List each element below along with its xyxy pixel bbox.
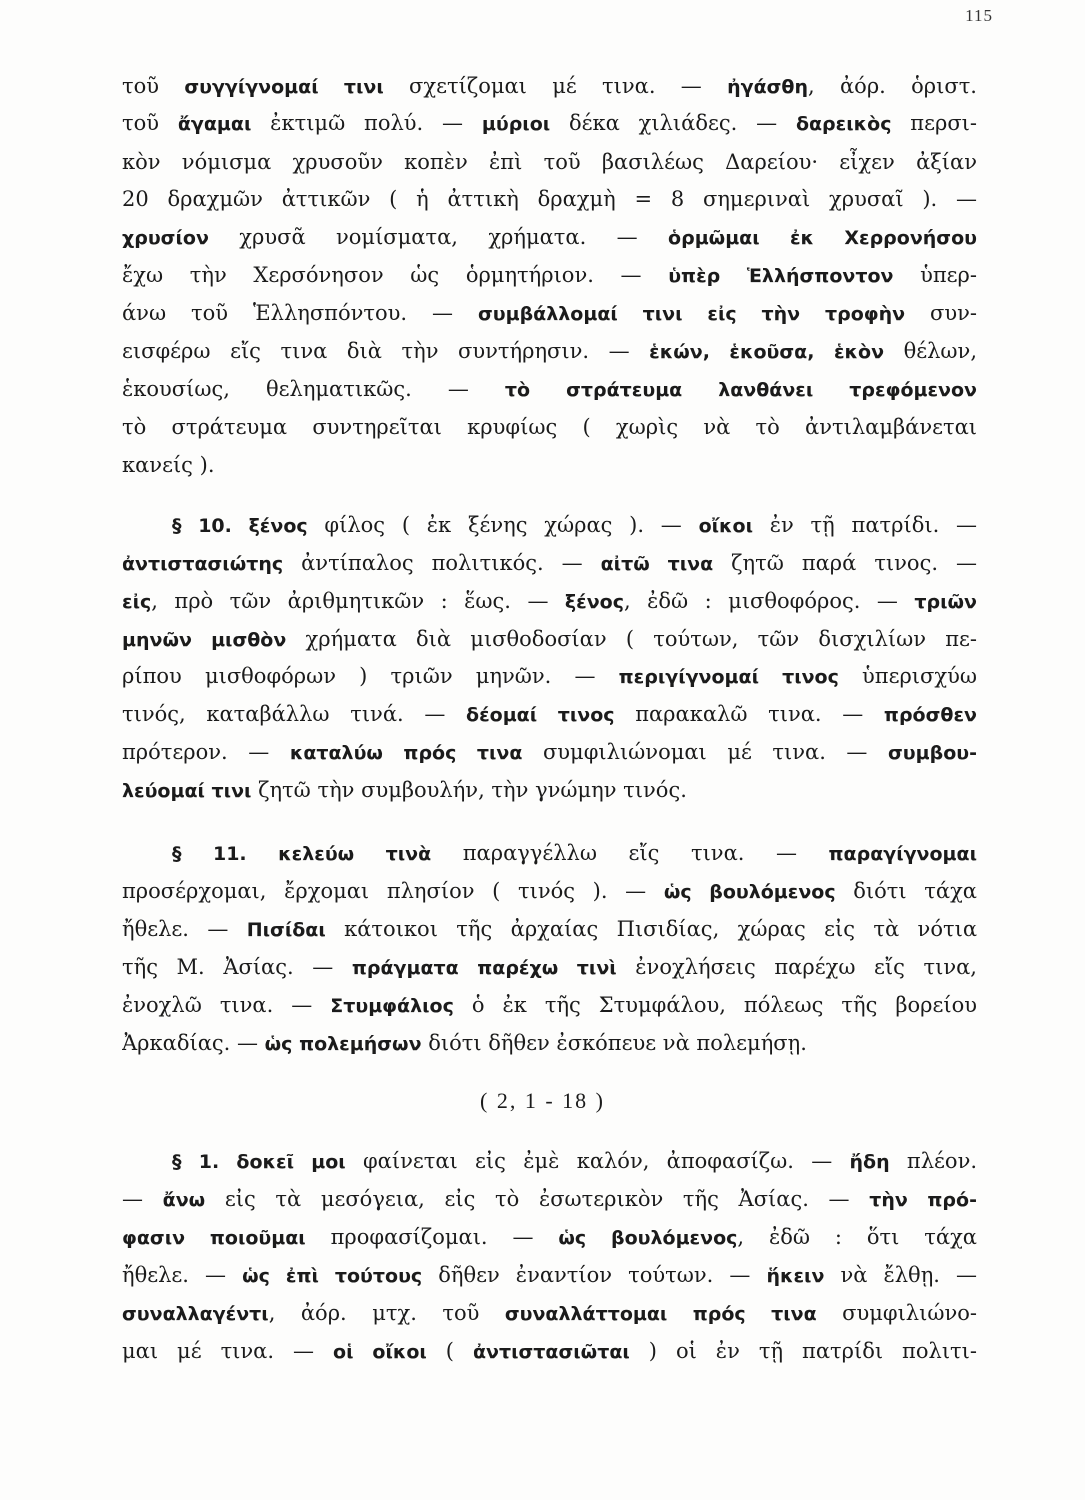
gloss-text: ὑπερισχύω <box>838 664 977 688</box>
headword: ὡς πολεμήσων <box>264 1033 422 1055</box>
headword: δέομαί τινος <box>466 704 615 726</box>
gloss-text: ἤθελε. — <box>122 917 247 941</box>
gloss-text: , πρὸ τῶν ἀριθμητικῶν : ἕως. — <box>151 589 565 613</box>
headword: συναλλάττομαι πρός τινα <box>504 1303 817 1325</box>
text-line <box>122 625 977 654</box>
text-line <box>122 877 977 906</box>
headword: οἴκοι <box>698 515 753 537</box>
headword: ὡς βουλόμενος <box>663 881 836 903</box>
headword: δαρεικὸς <box>795 113 892 135</box>
gloss-text: ζητῶ τὴν συμβουλήν, τὴν γνώμην τινός. <box>251 778 687 802</box>
headword: συμβου- <box>888 742 977 764</box>
text-line <box>122 776 977 805</box>
gloss-text: συν- <box>905 301 977 325</box>
headword: δοκεῖ μοι <box>236 1151 346 1173</box>
gloss-text: δῆθεν ἐναντίον τούτων. — <box>422 1263 767 1287</box>
headword: συναλλαγέντι <box>122 1303 269 1325</box>
gloss-text: , ἐδῶ : μισθοφόρος. — <box>623 589 915 613</box>
gloss-text: προσέρχομαι, ἔρχομαι πλησίον ( τινός ). — <box>122 879 664 903</box>
headword: χρυσίον <box>122 227 209 249</box>
gloss-text: ὁ ἐκ τῆς Στυμφάλου, πόλεως τῆς βορείου <box>453 993 977 1017</box>
text-line <box>122 1223 977 1252</box>
text-line <box>122 261 977 290</box>
headword: εἰς <box>122 591 152 613</box>
gloss-text: τῆς Μ. Ἀσίας. — <box>122 955 352 979</box>
text-line <box>122 1185 977 1214</box>
gloss-text: εισφέρω εἴς τινα διὰ τὴν συντήρησιν. — <box>122 339 650 363</box>
gloss-text: τὸ στράτευμα συντηρεῖται κρυφίως ( χωρὶς νὰ τὸ ἀντιλαμβάνεται <box>122 415 977 439</box>
headword: τὸ στράτευμα λανθάνει τρεφόμενον <box>504 379 977 401</box>
text-line <box>122 148 977 176</box>
headword: ξένος <box>248 515 308 537</box>
text-line <box>122 1337 977 1366</box>
headword: § 11. <box>172 843 279 865</box>
gloss-text: μαι μέ τινα. — <box>122 1339 334 1363</box>
gloss-text: ἐν τῇ πατρίδι. — <box>752 513 977 537</box>
headword: § 1. <box>172 1151 237 1173</box>
gloss-text: άνω τοῦ Ἑλλησπόντου. — <box>122 301 478 325</box>
headword: μηνῶν μισθὸν <box>122 629 287 651</box>
text-line <box>122 109 977 138</box>
headword: ἥκειν <box>766 1265 825 1287</box>
headword: τριῶν <box>914 591 977 613</box>
text-line <box>122 223 977 252</box>
section-11-start <box>172 839 977 868</box>
gloss-text: διότι τάχα <box>835 879 977 903</box>
headword: συμβάλλομαί τινι εἰς τὴν τροφὴν <box>477 303 906 325</box>
gloss-text: πρότερον. — <box>122 740 290 764</box>
gloss-text: συμφιλιώνο- <box>816 1301 977 1325</box>
gloss-text: νὰ ἔλθῃ. — <box>824 1263 977 1287</box>
headword: φασιν ποιοῦμαι <box>122 1227 306 1249</box>
gloss-text: εἰς τὰ μεσόγεια, εἰς τὸ ἐσωτερικὸν τῆς Ἀσίας. — <box>205 1187 870 1211</box>
headword: κελεύω τινὰ <box>278 843 432 865</box>
gloss-text: διότι δῆθεν ἐσκόπευε νὰ πολεμήσῃ. <box>421 1031 807 1055</box>
headword: πρόσθεν <box>883 704 977 726</box>
headword: μύριοι <box>481 113 551 135</box>
headword: αἰτῶ τινα <box>600 553 714 575</box>
text-line <box>122 185 977 213</box>
gloss-text: ἐνοχλῶ τινα. — <box>122 993 331 1017</box>
text-line <box>122 1261 977 1290</box>
text-line <box>122 662 977 691</box>
headword: καταλύω πρός τινα <box>289 742 523 764</box>
headword: ξένος <box>564 591 624 613</box>
text-line <box>122 587 977 616</box>
gloss-text: ἑκουσίως, θεληματικῶς. — <box>122 377 505 401</box>
gloss-text: κάτοικοι τῆς ἀρχαίας Πισιδίας, χώρας εἰς τὰ νότια <box>325 917 977 941</box>
gloss-text: περσι- <box>891 111 977 135</box>
headword: ὑπὲρ Ἑλλήσποντον <box>668 265 894 287</box>
gloss-text: προφασίζομαι. — <box>305 1225 559 1249</box>
gloss-text: συμφιλιώνομαι μέ τινα. — <box>522 740 888 764</box>
gloss-text: φίλος ( ἐκ ξένης χώρας ). — <box>307 513 699 537</box>
gloss-text: ) οἱ ἐν τῇ πατρίδι πολιτι- <box>629 1339 977 1363</box>
gloss-text: , ἀόρ. ὁριστ. <box>808 74 977 98</box>
text-line <box>122 299 977 328</box>
text-line <box>122 700 977 729</box>
gloss-text: ( <box>426 1339 473 1363</box>
text-line <box>122 375 977 404</box>
text-line <box>122 549 977 578</box>
gloss-text: κὸν νόμισμα χρυσοῦν κοπὲν ἐπὶ τοῦ βασιλέως Δαρείου· εἶχεν ἀξίαν <box>122 150 977 174</box>
headword: Πισίδαι <box>246 919 326 941</box>
gloss-text: φαίνεται εἰς ἐμὲ καλόν, ἀποφασίζω. — <box>345 1149 850 1173</box>
gloss-text: ἤθελε. — <box>122 1263 243 1287</box>
gloss-text: παραγγέλλω εἴς τινα. — <box>431 841 829 865</box>
text-line <box>122 738 977 767</box>
gloss-text: — <box>122 1187 163 1211</box>
text-line <box>122 451 977 479</box>
gloss-text: ζητῶ παρά τινος. — <box>713 551 977 575</box>
gloss-text: τινός, καταβάλλω τινά. — <box>122 702 467 726</box>
headword: ὡς βουλόμενος <box>558 1227 738 1249</box>
gloss-text: τοῦ <box>122 74 185 98</box>
section-10-start <box>172 511 977 540</box>
headword: πράγματα παρέχω τινὶ <box>351 957 617 979</box>
headword: λεύομαί τινι <box>122 780 252 802</box>
headword: συγγίγνομαί τινι <box>184 76 384 98</box>
text-line <box>122 953 977 982</box>
gloss-text: Ἀρκαδίας. — <box>122 1031 265 1055</box>
gloss-text: χρυσᾶ νομίσματα, χρήματα. — <box>208 225 669 249</box>
headword: ἄνω <box>162 1189 206 1211</box>
gloss-text: δέκα χιλιάδες. — <box>550 111 796 135</box>
headword: ὁρμῶμαι ἐκ Χερρονήσου <box>668 227 977 249</box>
text-line <box>122 337 977 366</box>
section-1-start <box>172 1147 977 1176</box>
text-line <box>122 915 977 944</box>
text-line <box>122 991 977 1020</box>
gloss-text: , ἀόρ. μτχ. τοῦ <box>268 1301 505 1325</box>
gloss-text: , ἐδῶ : ὅτι τάχα <box>737 1225 977 1249</box>
section-heading: ( 2, 1 - 18 ) <box>480 1088 605 1113</box>
gloss-text: παρακαλῶ τινα. — <box>614 702 884 726</box>
text-line <box>122 72 977 101</box>
gloss-text: χρήματα διὰ μισθοδοσίαν ( τούτων, τῶν δισχιλίων πε- <box>286 627 977 651</box>
gloss-text: θέλων, <box>884 339 977 363</box>
page-number: 115 <box>965 6 993 25</box>
headword: τὴν πρό- <box>869 1189 977 1211</box>
headword: ἀντιστασιῶται <box>472 1341 630 1363</box>
headword: ἄγαμαι <box>177 113 252 135</box>
text-line <box>122 1299 977 1328</box>
gloss-text: ρίπου μισθοφόρων ) τριῶν μηνῶν. — <box>122 664 619 688</box>
gloss-text: ἀντίπαλος πολιτικός. — <box>283 551 601 575</box>
headword: περιγίγνομαί τινος <box>618 666 839 688</box>
gloss-text: ἔχω τὴν Χερσόνησον ὡς ὁρμητήριον. — <box>122 263 669 287</box>
headword: ἠγάσθη <box>727 76 809 98</box>
text-line <box>122 413 977 441</box>
gloss-text: 20 δραχμῶν ἀττικῶν ( ἡ ἀττικὴ δραχμὴ = 8 σημεριναὶ χρυσαῖ ). — <box>122 187 977 211</box>
gloss-text: ὑπερ- <box>893 263 977 287</box>
gloss-text: σχετίζομαι μέ τινα. — <box>383 74 728 98</box>
gloss-text: πλέον. <box>889 1149 977 1173</box>
headword: Στυμφάλιος <box>330 995 454 1017</box>
headword: ὡς ἐπὶ τούτους <box>242 1265 423 1287</box>
gloss-text: ἐκτιμῶ πολύ. — <box>251 111 482 135</box>
gloss-text: τοῦ <box>122 111 178 135</box>
gloss-text: ἐνοχλήσεις παρέχω εἴς τινα, <box>616 955 977 979</box>
headword: ἀντιστασιώτης <box>122 553 284 575</box>
headword: ἑκών, ἑκοῦσα, ἑκὸν <box>649 341 885 363</box>
headword: παραγίγνομαι <box>828 843 977 865</box>
headword: § 10. <box>172 515 249 537</box>
gloss-text: κανείς ). <box>122 453 215 477</box>
headword: ἤδη <box>849 1151 890 1173</box>
text-line <box>122 1029 977 1058</box>
headword: οἱ οἴκοι <box>333 1341 427 1363</box>
